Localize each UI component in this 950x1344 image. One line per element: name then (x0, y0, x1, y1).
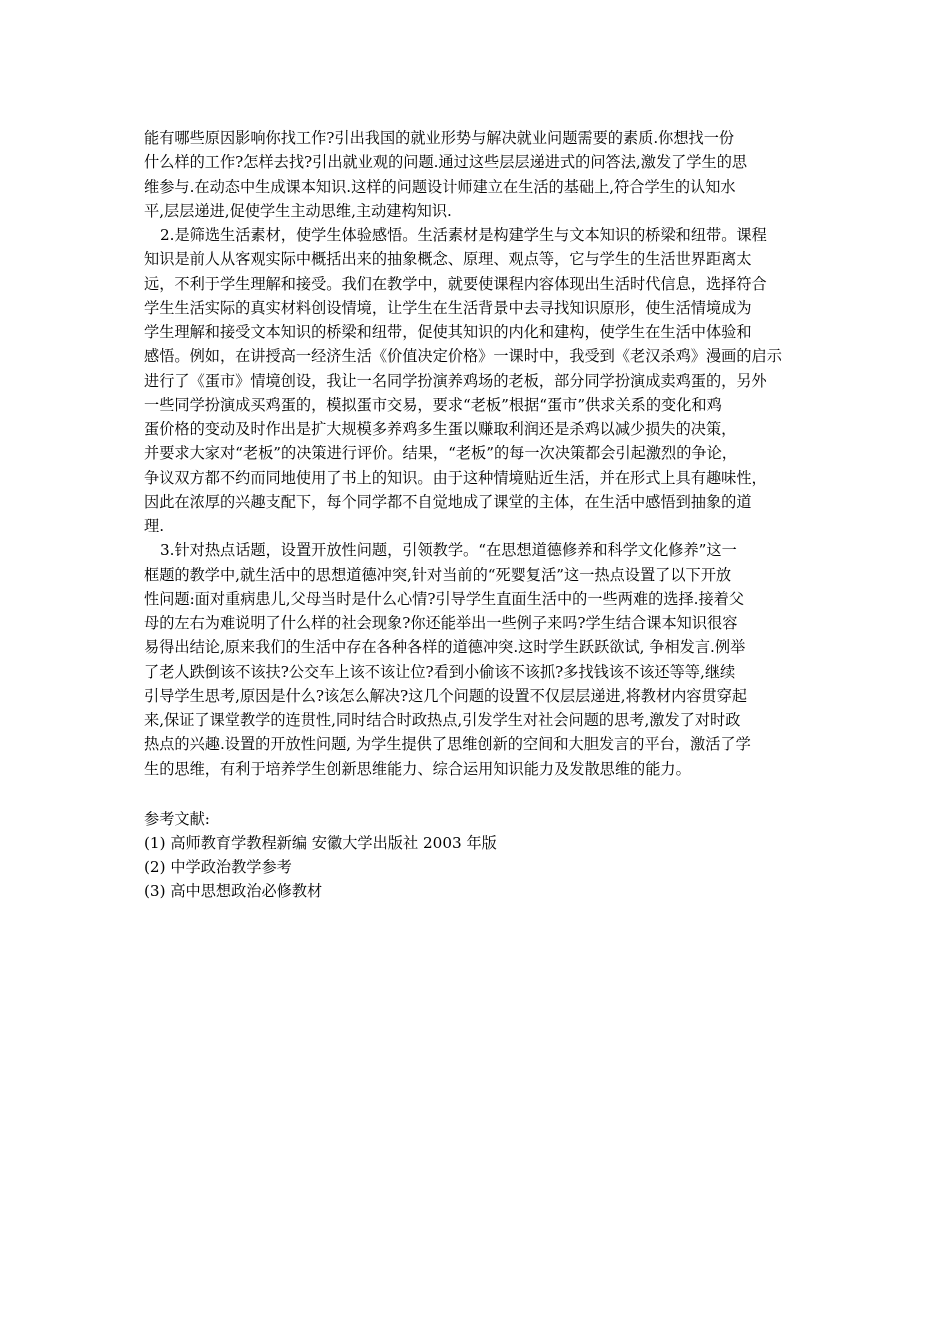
text-line: 性问题:面对重病患儿,父母当时是什么心情?引导学生直面生活中的一些两难的选择.接着父 (144, 589, 745, 608)
text-line: 易得出结论,原来我们的生活中存在各种各样的道德冲突.这时学生跃跃欲试, 争相发言.例举 (144, 638, 746, 657)
text-line: 3.针对热点话题，设置开放性问题，引领教学。“在思想道德修养和科学文化修养”这一 (160, 541, 737, 560)
text-line: 2.是筛选生活素材，使学生体验感悟。生活素材是构建学生与文本知识的桥梁和纽带。课程 (160, 226, 767, 244)
references-heading: 参考文献: (144, 809, 210, 828)
document-body (144, 126, 812, 903)
text-line: 能有哪些原因影响你找工作?引出我国的就业形势与解决就业问题需要的素质.你想找一份 (144, 129, 735, 147)
reference-item: (3) 高中思想政治必修教材 (144, 881, 323, 900)
reference-item: (2) 中学政治教学参考 (144, 857, 292, 876)
text-line: 蛋价格的变动及时作出是扩大规模多养鸡多生蛋以赚取利润还是杀鸡以减少损失的决策， (144, 420, 737, 438)
paragraph-hot-topics (144, 538, 812, 781)
text-line: 感悟。例如，在讲授高一经济生活《价值决定价格》一课时中，我受到《老汉杀鸡》漫画的启示 (144, 347, 782, 366)
reference-item: (1) 高师教育学教程新编 安徽大学出版社 2003 年版 (144, 833, 497, 852)
text-line: 平,层层递进,促使学生主动思维,主动建构知识. (144, 201, 452, 220)
paragraph-job-questions (144, 126, 812, 223)
paragraph-life-materials (144, 223, 812, 538)
text-line: 学生理解和接受文本知识的桥梁和纽带，促使其知识的内化和建构，使学生在生活中体验和 (144, 323, 752, 341)
text-line: 维参与.在动态中生成课本知识.这样的问题设计师建立在生活的基础上,符合学生的认知水 (144, 177, 736, 196)
text-line: 来,保证了课堂教学的连贯性,同时结合时政热点,引发学生对社会问题的思考,激发了对时政 (144, 711, 741, 729)
text-line: 远，不利于学生理解和接受。我们在教学中，就要使课程内容体现出生活时代信息，选择符合 (144, 274, 767, 293)
text-line: 了老人跌倒该不该扶?公交车上该不该让位?看到小偷该不该抓?多找钱该不该还等等,继续 (144, 662, 736, 681)
text-line: 学生生活实际的真实材料创设情境，让学生在生活背景中去寻找知识原形，使生活情境成为 (144, 298, 752, 317)
text-line: 框题的教学中,就生活中的思想道德冲突,针对当前的“死婴复活”这一热点设置了以下开放 (144, 565, 732, 584)
text-line: 争议双方都不约而同地使用了书上的知识。由于这种情境贴近生活，并在形式上具有趣味性， (144, 468, 767, 487)
text-line: 一些同学扮演成买鸡蛋的，模拟蛋市交易，要求“老板”根据“蛋市”供求关系的变化和鸡 (144, 395, 722, 414)
text-line: 进行了《蛋市》情境创设，我让一名同学扮演养鸡场的老板，部分同学扮演成卖鸡蛋的，另外 (144, 371, 767, 390)
text-line: 生的思维，有利于培养学生创新思维能力、综合运用知识能力及发散思维的能力。 (144, 759, 691, 778)
text-line: 什么样的工作?怎样去找?引出就业观的问题.通过这些层层递进式的问答法,激发了学生的思 (144, 153, 748, 172)
text-line: 母的左右为难说明了什么样的社会现象?你还能举出一些例子来吗?学生结合课本知识很容 (144, 614, 738, 632)
text-line: 理. (144, 517, 165, 535)
text-line: 引导学生思考,原因是什么?该怎么解决?这几个问题的设置不仅层层递进,将教材内容贯穿起 (144, 686, 748, 705)
section-spacer (144, 781, 812, 807)
text-line: 并要求大家对“老板”的决策进行评价。结果，“老板”的每一次决策都会引起激烈的争论， (144, 444, 737, 463)
text-line: 因此在浓厚的兴趣支配下，每个同学都不自觉地成了课堂的主体，在生活中感悟到抽象的道 (144, 492, 752, 511)
text-line: 知识是前人从客观实际中概括出来的抽象概念、原理、观点等，它与学生的生活世界距离太 (144, 250, 752, 269)
references-section (144, 807, 812, 903)
text-line: 热点的兴趣.设置的开放性问题, 为学生提供了思维创新的空间和大胆发言的平台，激活了学 (144, 735, 751, 754)
